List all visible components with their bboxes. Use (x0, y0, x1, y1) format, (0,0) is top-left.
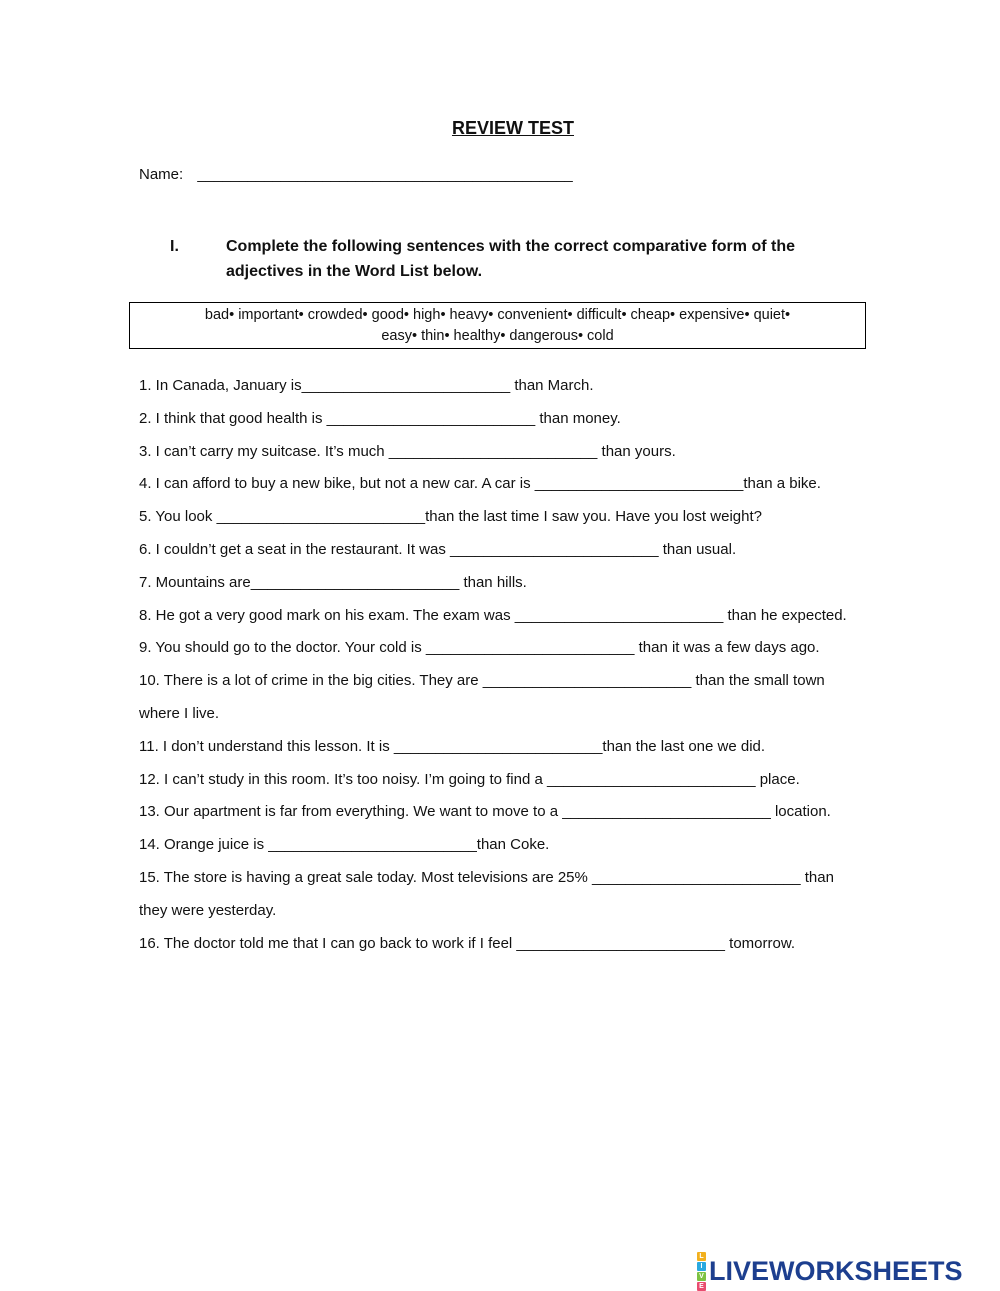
question-10[interactable]: 10. There is a lot of crime in the big cities. They are _________________________ than the small town where I live. (139, 672, 825, 722)
question-1[interactable]: 1. In Canada, January is_________________________ than March. (139, 377, 594, 394)
question-13[interactable]: 13. Our apartment is far from everything. We want to move to a _________________________ location. (139, 803, 831, 821)
question-2[interactable]: 2. I think that good health is _________________________ than money. (139, 409, 621, 427)
liveworksheets-logo (697, 1252, 963, 1290)
logo-text: LIVEWORKSHEETS (709, 1256, 963, 1286)
question-12[interactable]: 12. I can’t study in this room. It’s too noisy. I’m going to find a _________________________ place. (139, 770, 800, 788)
question-14[interactable]: 14. Orange juice is _________________________than Coke. (139, 836, 550, 854)
name-input-line[interactable]: _____________________________________________ (197, 166, 573, 183)
section-number: I. (170, 238, 179, 255)
section-instruction-text: Complete the following sentences with the correct comparative form of the adjectives in the Word List below. (226, 238, 795, 280)
word-list-line-1: bad• important• crowded• good• high• heavy• convenient• difficult• cheap• expensive• quiet• (204, 307, 791, 323)
question-16[interactable]: 16. The doctor told me that I can go back to work if I feel _________________________ tomorrow. (139, 934, 796, 952)
question-9[interactable]: 9. You should go to the doctor. Your cold is _________________________ than it was a few days ago. (139, 639, 820, 657)
logo-icon (697, 1251, 706, 1291)
logo-icon-tile: L (697, 1252, 706, 1261)
word-list-box (129, 302, 866, 349)
section-instruction (170, 234, 860, 284)
question-8[interactable]: 8. He got a very good mark on his exam. The exam was _________________________ than he expected. (139, 606, 847, 624)
name-row (139, 166, 573, 183)
logo-icon-tile: E (697, 1282, 706, 1291)
question-7[interactable]: 7. Mountains are_________________________ than hills. (139, 573, 527, 591)
question-3[interactable]: 3. I can’t carry my suitcase. It’s much _________________________ than yours. (139, 442, 676, 460)
name-label: Name: (139, 166, 184, 183)
page-title: REVIEW TEST (451, 118, 574, 138)
questions-list (139, 370, 859, 960)
question-11[interactable]: 11. I don’t understand this lesson. It is _________________________than the last one we did. (139, 737, 766, 755)
logo-icon-tile: I (697, 1262, 706, 1271)
question-15[interactable]: 15. The store is having a great sale today. Most televisions are 25% _________________________ than they were yesterday. (139, 868, 834, 919)
word-list-line-2: easy• thin• healthy• dangerous• cold (381, 328, 614, 344)
question-5[interactable]: 5. You look _________________________than the last time I saw you. Have you lost weight? (139, 508, 762, 526)
question-4[interactable]: 4. I can afford to buy a new bike, but not a new car. A car is _________________________than a bike. (139, 475, 821, 493)
question-6[interactable]: 6. I couldn’t get a seat in the restaurant. It was _________________________ than usual. (139, 540, 737, 558)
logo-icon-tile: V (697, 1272, 706, 1281)
